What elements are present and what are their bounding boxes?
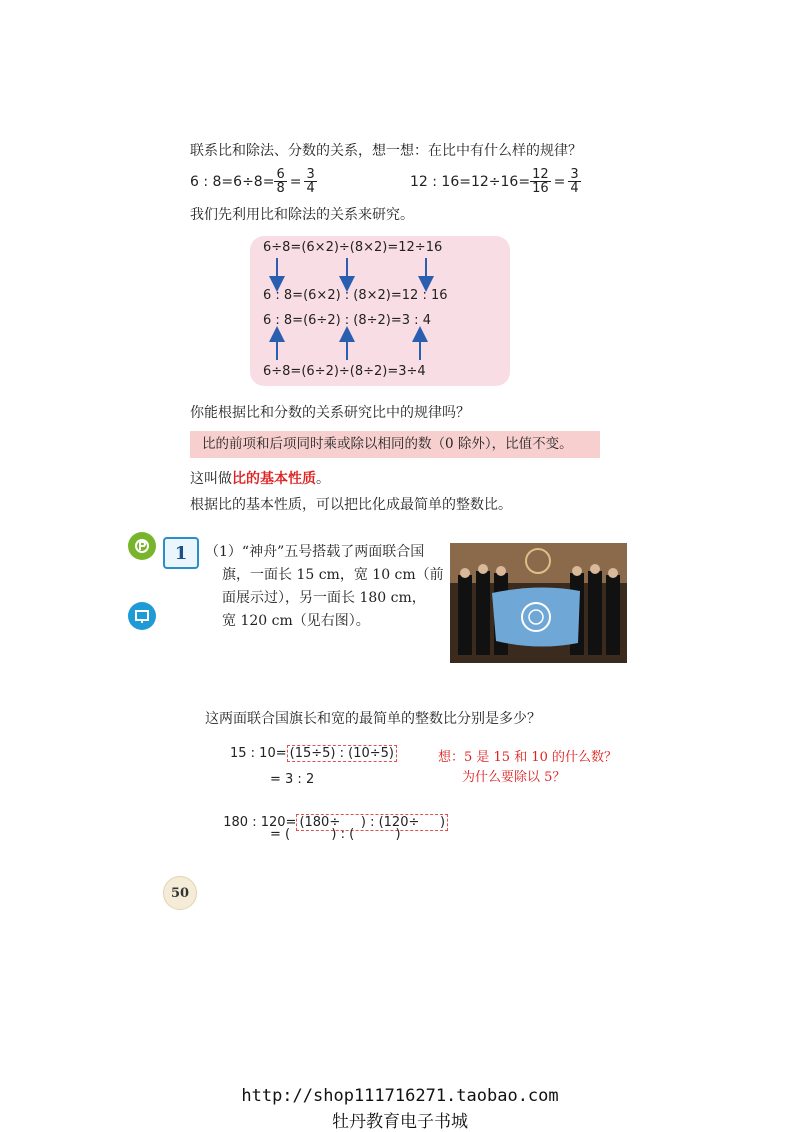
example-question: 这两面联合国旗长和宽的最简单的整数比分别是多少？ [205, 711, 541, 727]
property-line [190, 470, 330, 488]
box-line-4: 6÷8=(6÷2)÷(8÷2)=3÷4 [263, 364, 426, 379]
page-number: 50 [163, 876, 197, 910]
example-text-1: （1）“神舟”五号搭载了两面联合国 [205, 544, 425, 560]
hint-line-2: 为什么要除以 5？ [462, 770, 566, 785]
footer-url: http://shop111716271.taobao.com [241, 1086, 559, 1106]
calc1-lhs: 15 : 10= [230, 746, 287, 761]
calc2-dashed-box: (180÷ ) : (120÷ ) [296, 814, 448, 831]
example-text-3: 面展示过），另一面长 180 cm， [222, 590, 426, 606]
research-line: 我们先利用比和除法的关系来研究。 [190, 207, 414, 223]
frac-num: 3 [306, 167, 315, 182]
frac-den: 8 [276, 181, 285, 196]
calc-row-2-result: = ( ) : ( ) [270, 827, 401, 842]
property-term: 比的基本性质 [232, 471, 316, 487]
blue-screen-marker-icon [128, 602, 156, 630]
example-text-4: 宽 120 cm（见右图）。 [222, 613, 370, 629]
box-line-3: 6 : 8=(6÷2) : (8÷2)=3 : 4 [263, 313, 431, 328]
property-prefix: 这叫做 [190, 471, 232, 487]
eq1-lhs: 6 : 8=6÷8= [190, 173, 275, 190]
example-number-badge: 1 [163, 537, 199, 569]
property-suffix: 。 [316, 471, 330, 487]
frac-den: 4 [570, 181, 579, 196]
box-line-2: 6 : 8=(6×2) : (8×2)=12 : 16 [263, 288, 448, 303]
equation-12-16 [410, 168, 581, 195]
calc-row-1-result: = 3 : 2 [270, 772, 315, 787]
calc2-lhs: 180 : 120= [223, 815, 297, 830]
eq2-lhs: 12 : 16=12÷16= [410, 173, 531, 190]
equals: = [553, 173, 566, 190]
frac-den: 4 [306, 181, 315, 196]
frac-den: 16 [532, 181, 549, 196]
fraction-3-4 [304, 168, 316, 195]
calc-row-2 [215, 800, 448, 830]
example-text-2: 旗，一面长 15 cm，宽 10 cm（前 [222, 567, 444, 583]
rule-text: 比的前项和后项同时乘或除以相同的数（0 除外），比值不变。 [202, 436, 573, 452]
equals: = [289, 173, 302, 190]
fraction-12-16 [530, 168, 551, 195]
hint-line-1: 想：5 是 15 和 10 的什么数？ [438, 750, 618, 765]
question-line: 你能根据比和分数的关系研究比中的规律吗？ [190, 405, 470, 421]
footer-shop-name: 牡丹教育电子书城 [332, 1112, 468, 1132]
fraction-3-4 [568, 168, 580, 195]
derivation-arrows [250, 236, 510, 386]
intro-line: 联系比和除法、分数的关系，想一想：在比中有什么样的规律？ [190, 143, 582, 159]
frac-num: 12 [532, 167, 549, 182]
frac-num: 3 [570, 167, 579, 182]
box-line-1: 6÷8=(6×2)÷(8×2)=12÷16 [263, 240, 443, 255]
green-pen-marker-icon [128, 532, 156, 560]
frac-num: 6 [276, 167, 285, 182]
calc1-dashed-box: (15÷5) : (10÷5) [287, 745, 397, 762]
simplify-line: 根据比的基本性质，可以把比化成最简单的整数比。 [190, 497, 512, 513]
un-flag-photo [450, 543, 627, 663]
calc-row-1 [230, 746, 397, 761]
equation-6-8 [190, 168, 317, 195]
fraction-6-8 [274, 168, 286, 195]
